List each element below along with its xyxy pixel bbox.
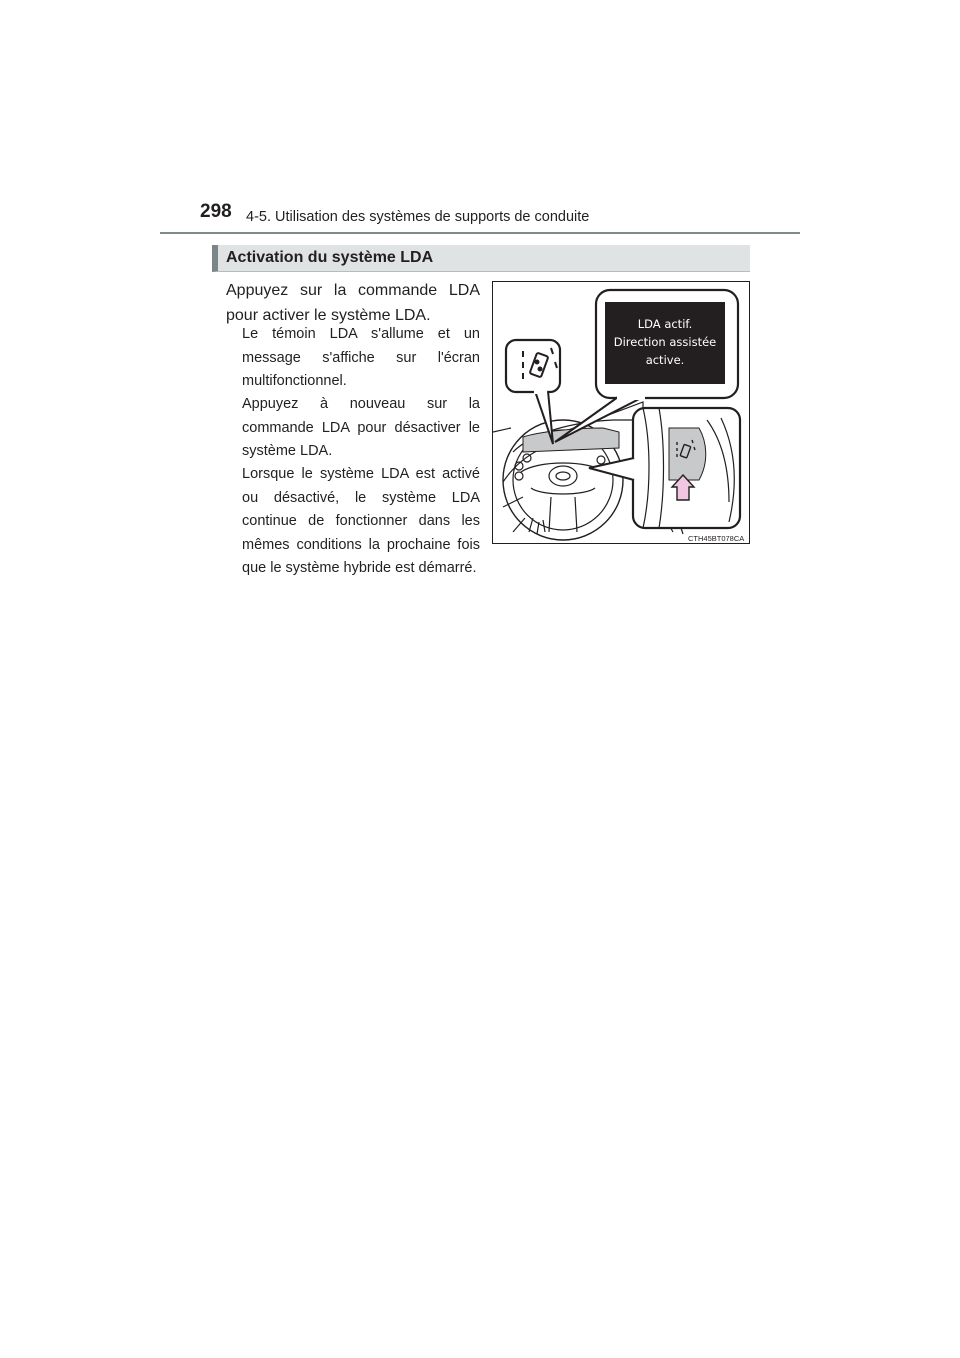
screen-message	[605, 315, 725, 369]
header-rule	[160, 232, 800, 234]
screen-line-1: LDA actif.	[637, 317, 693, 331]
lead-paragraph: Appuyez sur la commande LDA pour activer le système LDA.	[226, 282, 480, 324]
section-heading	[212, 245, 750, 272]
note-indicator: Le témoin LDA s'allume et un message s'affiche sur l'écran multifonctionnel.	[242, 326, 480, 389]
screen-line-3: active.	[645, 353, 685, 367]
page-number: 298	[200, 201, 232, 222]
section-heading-text: Activation du système LDA	[226, 249, 434, 266]
switch-panel	[669, 428, 706, 480]
note-memory: Lorsque le système LDA est activé ou désactivé, le système LDA continue de fonctionner dans les mêmes conditions la prochaine fois que le système hybride est démarré.	[242, 466, 480, 576]
lda-illustration	[492, 281, 750, 544]
running-header: 4-5. Utilisation des systèmes de supports de conduite	[246, 209, 590, 225]
screen-line-2: Direction assistée	[613, 335, 717, 349]
figure-code: CTH45BT078CA	[688, 534, 745, 543]
note-deactivate: Appuyez à nouveau sur la commande LDA pour désactiver le système LDA.	[242, 396, 480, 459]
